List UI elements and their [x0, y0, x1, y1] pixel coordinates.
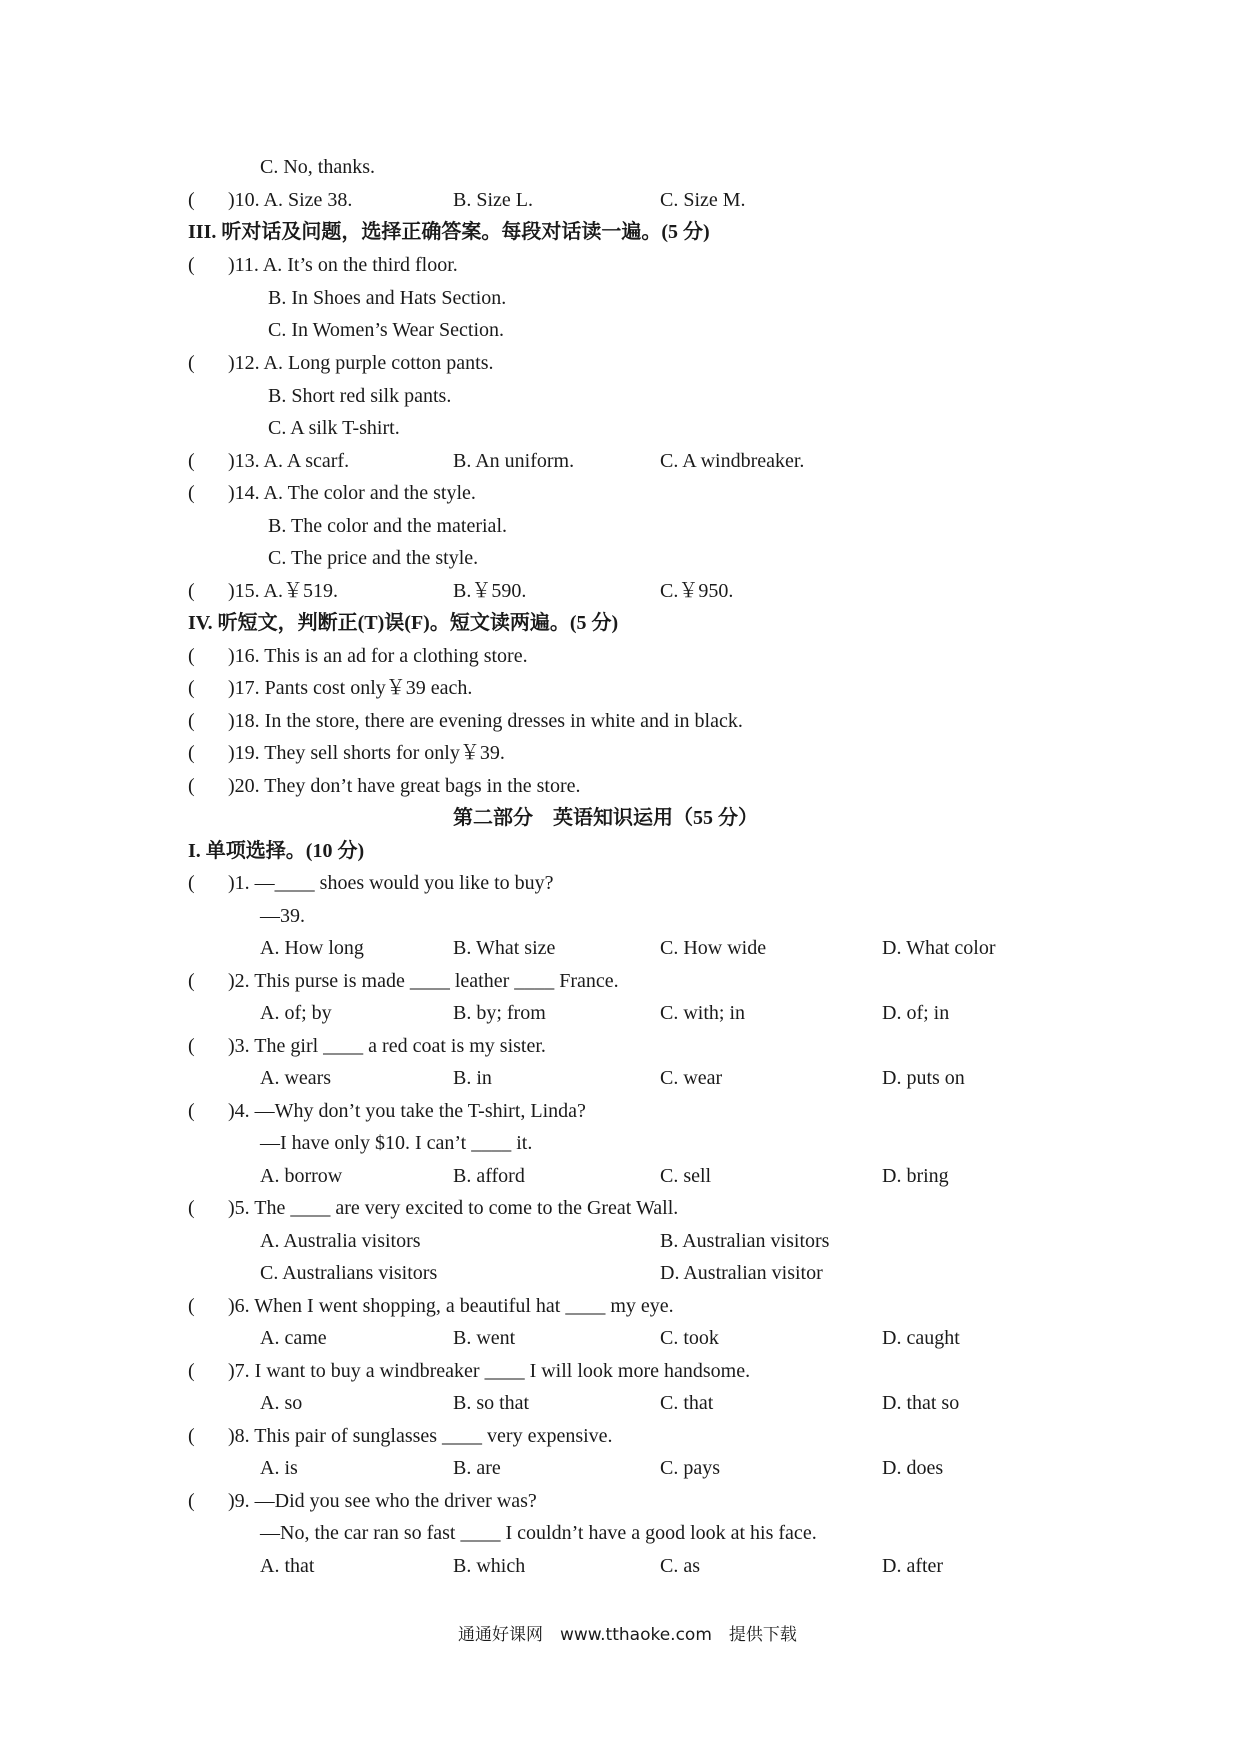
- q20-stem: )20. They don’t have great bags in the store.: [228, 775, 581, 797]
- p2-q8-option-c: C. pays: [660, 1457, 720, 1479]
- part-2-section-1-header: I. 单项选择。(10 分): [188, 840, 365, 862]
- q11-option-b: B. In Shoes and Hats Section.: [268, 287, 507, 309]
- p2-q1-option-c: C. How wide: [660, 937, 767, 959]
- p2-q4-option-d: D. bring: [882, 1165, 949, 1187]
- p2-q5-option-d: D. Australian visitor: [660, 1262, 823, 1284]
- q15-option-c: C.￥950.: [660, 580, 734, 602]
- section-3-header: III. 听对话及问题，选择正确答案。每段对话读一遍。(5 分): [188, 221, 710, 243]
- q14-option-b: B. The color and the material.: [268, 515, 507, 537]
- p2-q9-stem: )9. —Did you see who the driver was?: [228, 1490, 537, 1512]
- p2-q3-option-a: A. wears: [260, 1067, 332, 1089]
- p2-q3-option-b: B. in: [453, 1067, 492, 1089]
- answer-paren-q15: (: [188, 580, 195, 602]
- page-footer: 通通好课网 www.tthaoke.com 提供下载: [458, 1625, 797, 1645]
- q18-stem: )18. In the store, there are evening dresses in white and in black.: [228, 710, 743, 732]
- p2-q5-option-b: B. Australian visitors: [660, 1230, 830, 1252]
- p2-q6-option-d: D. caught: [882, 1327, 960, 1349]
- q13-option-c: C. A windbreaker.: [660, 450, 805, 472]
- answer-paren-q10: (: [188, 189, 195, 211]
- p2-q8-option-b: B. are: [453, 1457, 501, 1479]
- p2-q4-reply: —I have only $10. I can’t ____ it.: [260, 1132, 533, 1154]
- answer-paren-q11: (: [188, 254, 195, 276]
- answer-paren-p2-q9: (: [188, 1490, 195, 1512]
- answer-paren-q18: (: [188, 710, 195, 732]
- p2-q7-option-d: D. that so: [882, 1392, 960, 1414]
- answer-paren-q19: (: [188, 742, 195, 764]
- p2-q3-stem: )3. The girl ____ a red coat is my sister.: [228, 1035, 546, 1057]
- q16-stem: )16. This is an ad for a clothing store.: [228, 645, 528, 667]
- q14-stem: )14. A. The color and the style.: [228, 482, 476, 504]
- p2-q1-stem: )1. —____ shoes would you like to buy?: [228, 872, 554, 894]
- p2-q4-option-b: B. afford: [453, 1165, 525, 1187]
- q10-stem: )10. A. Size 38.: [228, 189, 353, 211]
- answer-paren-q14: (: [188, 482, 195, 504]
- q13-option-b: B. An uniform.: [453, 450, 575, 472]
- p2-q5-option-c: C. Australians visitors: [260, 1262, 438, 1284]
- answer-paren-q13: (: [188, 450, 195, 472]
- answer-paren-p2-q3: (: [188, 1035, 195, 1057]
- p2-q2-option-b: B. by; from: [453, 1002, 546, 1024]
- q12-option-c: C. A silk T-shirt.: [268, 417, 400, 439]
- q19-stem: )19. They sell shorts for only￥39.: [228, 742, 505, 764]
- p2-q7-option-b: B. so that: [453, 1392, 530, 1414]
- p2-q6-option-b: B. went: [453, 1327, 516, 1349]
- p2-q2-option-d: D. of; in: [882, 1002, 950, 1024]
- p2-q9-option-b: B. which: [453, 1555, 526, 1577]
- answer-paren-p2-q8: (: [188, 1425, 195, 1447]
- answer-paren-p2-q6: (: [188, 1295, 195, 1317]
- p2-q7-option-a: A. so: [260, 1392, 303, 1414]
- q14-option-c: C. The price and the style.: [268, 547, 479, 569]
- p2-q2-option-c: C. with; in: [660, 1002, 746, 1024]
- p2-q7-stem: )7. I want to buy a windbreaker ____ I will look more handsome.: [228, 1360, 751, 1382]
- q9-option-c: C. No, thanks.: [260, 156, 375, 178]
- p2-q1-option-d: D. What color: [882, 937, 996, 959]
- p2-q9-reply: —No, the car ran so fast ____ I couldn’t have a good look at his face.: [260, 1522, 817, 1544]
- p2-q1-option-a: A. How long: [260, 937, 364, 959]
- p2-q8-stem: )8. This pair of sunglasses ____ very expensive.: [228, 1425, 613, 1447]
- q12-stem: )12. A. Long purple cotton pants.: [228, 352, 494, 374]
- p2-q4-stem: )4. —Why don’t you take the T-shirt, Linda?: [228, 1100, 586, 1122]
- p2-q8-option-d: D. does: [882, 1457, 944, 1479]
- p2-q2-option-a: A. of; by: [260, 1002, 332, 1024]
- q12-option-b: B. Short red silk pants.: [268, 385, 452, 407]
- p2-q6-option-a: A. came: [260, 1327, 327, 1349]
- p2-q8-option-a: A. is: [260, 1457, 298, 1479]
- p2-q6-option-c: C. took: [660, 1327, 719, 1349]
- p2-q5-option-a: A. Australia visitors: [260, 1230, 421, 1252]
- p2-q9-option-d: D. after: [882, 1555, 944, 1577]
- q10-option-b: B. Size L.: [453, 189, 533, 211]
- answer-paren-p2-q1: (: [188, 872, 195, 894]
- answer-paren-p2-q5: (: [188, 1197, 195, 1219]
- p2-q9-option-c: C. as: [660, 1555, 700, 1577]
- q17-stem: )17. Pants cost only￥39 each.: [228, 677, 473, 699]
- p2-q6-stem: )6. When I went shopping, a beautiful hat ____ my eye.: [228, 1295, 674, 1317]
- p2-q2-stem: )2. This purse is made ____ leather ____ France.: [228, 970, 619, 992]
- p2-q4-option-c: C. sell: [660, 1165, 712, 1187]
- p2-q4-option-a: A. borrow: [260, 1165, 343, 1187]
- p2-q3-option-d: D. puts on: [882, 1067, 965, 1089]
- answer-paren-p2-q7: (: [188, 1360, 195, 1382]
- p2-q3-option-c: C. wear: [660, 1067, 723, 1089]
- answer-paren-p2-q4: (: [188, 1100, 195, 1122]
- p2-q1-reply: —39.: [260, 905, 305, 927]
- q11-option-c: C. In Women’s Wear Section.: [268, 319, 505, 341]
- p2-q7-option-c: C. that: [660, 1392, 714, 1414]
- answer-paren-q12: (: [188, 352, 195, 374]
- answer-paren-q20: (: [188, 775, 195, 797]
- answer-paren-q17: (: [188, 677, 195, 699]
- q13-stem: )13. A. A scarf.: [228, 450, 350, 472]
- answer-paren-q16: (: [188, 645, 195, 667]
- part-2-title: 第二部分 英语知识运用（55 分）: [453, 807, 758, 829]
- q10-option-c: C. Size M.: [660, 189, 746, 211]
- q11-stem: )11. A. It’s on the third floor.: [228, 254, 458, 276]
- section-4-header: IV. 听短文，判断正(T)误(F)。短文读两遍。(5 分): [188, 612, 619, 634]
- p2-q5-stem: )5. The ____ are very excited to come to the Great Wall.: [228, 1197, 679, 1219]
- p2-q9-option-a: A. that: [260, 1555, 315, 1577]
- q15-option-b: B.￥590.: [453, 580, 527, 602]
- answer-paren-p2-q2: (: [188, 970, 195, 992]
- q15-stem: )15. A.￥519.: [228, 580, 338, 602]
- p2-q1-option-b: B. What size: [453, 937, 556, 959]
